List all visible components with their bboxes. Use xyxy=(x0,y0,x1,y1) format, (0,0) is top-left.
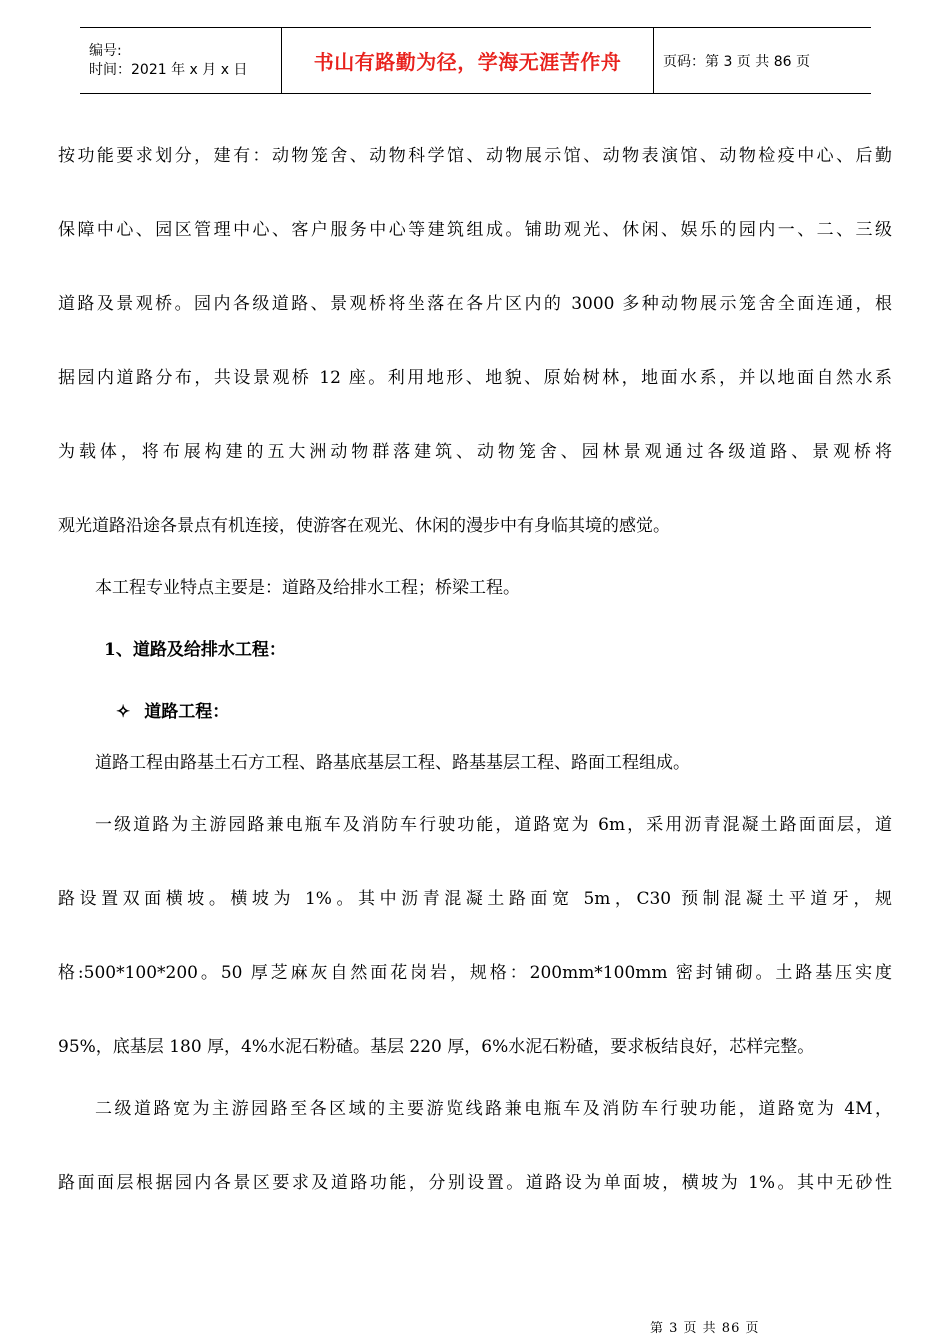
document-number-label: 编号: xyxy=(89,42,122,59)
page-footer: 第 3 页 共 86 页 xyxy=(650,1321,760,1336)
paragraph-line: 据园内道路分布，共设景观桥 12 座。利用地形、地貌、原始树林，地面水系，并以地面自然水系 xyxy=(58,368,892,388)
paragraph-line: 按功能要求划分，建有：动物笼舍、动物科学馆、动物展示馆、动物表演馆、动物检疫中心、后勤 xyxy=(58,146,892,166)
paragraph-line: 路设置双面横坡。横坡为 1%。其中沥青混凝土路面宽 5m，C30 预制混凝土平道牙，规 xyxy=(58,889,892,909)
paragraph-road-composition: 道路工程由路基土石方工程、路基底基层工程、路基基层工程、路面工程组成。 xyxy=(95,753,690,773)
paragraph-project-features: 本工程专业特点主要是：道路及给排水工程；桥梁工程。 xyxy=(95,578,520,598)
paragraph-intro xyxy=(58,138,892,545)
paragraph-line: 95%，底基层 180 厚，4%水泥石粉碴。基层 220 厚，6%水泥石粉碴，要求板结良好，芯样完整。 xyxy=(58,1037,815,1057)
paragraph-line: 格:500*100*200。50 厚芝麻灰自然面花岗岩，规格：200mm*100mm 密封铺砌。土路基压实度 xyxy=(58,963,892,983)
paragraph-line: 道路及景观桥。园内各级道路、景观桥将坐落在各片区内的 3000 多种动物展示笼舍全面连通，根 xyxy=(58,294,892,314)
header-page-info: 页码：第 3 页 共 86 页 xyxy=(663,53,810,70)
paragraph-line: 观光道路沿途各景点有机连接，使游客在观光、休闲的漫步中有身临其境的感觉。 xyxy=(58,516,670,536)
header-meta xyxy=(80,28,281,93)
diamond-bullet-icon: ✧ xyxy=(116,702,131,722)
document-time-label: 时间：2021 年 x 月 x 日 xyxy=(89,61,248,78)
page-header xyxy=(80,27,871,94)
header-motto-cell xyxy=(281,28,654,93)
paragraph-line: 二级道路宽为主游园路至各区域的主要游览线路兼电瓶车及消防车行驶功能，道路宽为 4M， xyxy=(95,1099,892,1119)
subsection-heading-text: 道路工程： xyxy=(144,702,230,722)
header-motto: 书山有路勤为径，学海无涯苦作舟 xyxy=(313,50,622,74)
paragraph-line: 一级道路为主游园路兼电瓶车及消防车行驶功能，道路宽为 6m，采用沥青混凝土路面面层，道 xyxy=(95,815,892,835)
header-page-info-cell xyxy=(654,28,871,93)
paragraph-primary-road xyxy=(58,807,892,1066)
paragraph-line: 为载体，将布展构建的五大洲动物群落建筑、动物笼舍、园林景观通过各级道路、景观桥将 xyxy=(58,442,892,462)
section-heading-road-drainage: 1、道路及给排水工程： xyxy=(104,640,286,660)
paragraph-secondary-road xyxy=(58,1091,892,1202)
subsection-heading-road xyxy=(58,694,892,731)
paragraph-line: 保障中心、园区管理中心、客户服务中心等建筑组成。铺助观光、休闲、娱乐的园内一、二、三级 xyxy=(58,220,892,240)
document-body xyxy=(58,138,892,1202)
paragraph-line: 路面面层根据园内各景区要求及道路功能，分别设置。道路设为单面坡，横坡为 1%。其中无砂性 xyxy=(58,1173,892,1193)
